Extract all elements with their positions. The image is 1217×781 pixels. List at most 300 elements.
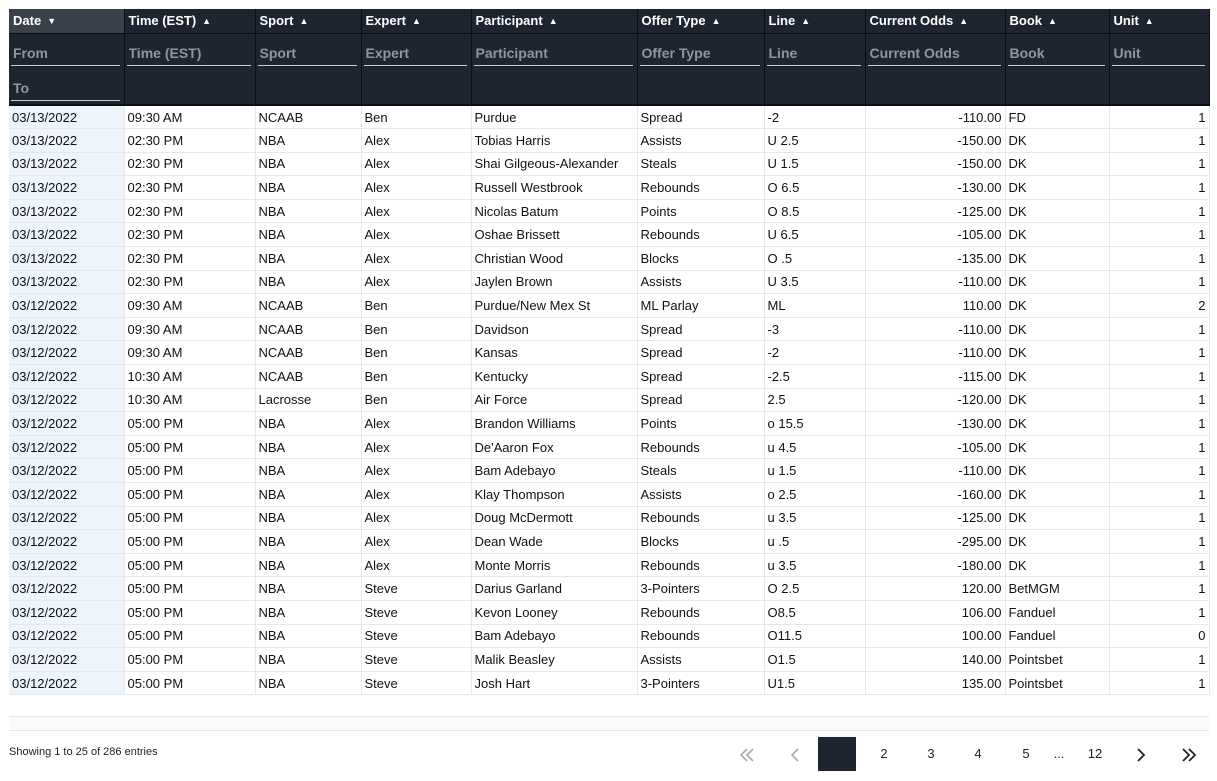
cell-participant: Brandon Williams	[471, 412, 637, 436]
cell-time: 05:00 PM	[124, 412, 255, 436]
table-row[interactable]	[9, 388, 1209, 412]
cell-line: U1.5	[764, 671, 865, 695]
cell-current-odds: -160.00	[865, 483, 1005, 507]
cell-expert: Alex	[361, 152, 471, 176]
cell-participant: Doug McDermott	[471, 506, 637, 530]
cell-unit: 1	[1109, 270, 1209, 294]
table-row[interactable]	[9, 294, 1209, 318]
table-row[interactable]	[9, 365, 1209, 389]
table-row[interactable]	[9, 435, 1209, 459]
cell-book: DK	[1005, 435, 1109, 459]
cell-time: 02:30 PM	[124, 247, 255, 271]
cell-unit: 1	[1109, 388, 1209, 412]
horizontal-scrollbar[interactable]	[9, 716, 1209, 731]
chevron-right-icon	[1136, 748, 1146, 762]
cell-participant: Kevon Looney	[471, 600, 637, 624]
cell-sport: NBA	[255, 247, 361, 271]
cell-date: 03/13/2022	[9, 247, 124, 271]
cell-sport: NBA	[255, 624, 361, 648]
cell-book: DK	[1005, 317, 1109, 341]
cell-date: 03/12/2022	[9, 671, 124, 695]
cell-current-odds: -115.00	[865, 365, 1005, 389]
page-button-2[interactable]: 2	[880, 746, 888, 761]
cell-line: O11.5	[764, 624, 865, 648]
cell-offer-type: Rebounds	[637, 624, 764, 648]
cell-time: 05:00 PM	[124, 506, 255, 530]
cell-participant: Bam Adebayo	[471, 459, 637, 483]
cell-current-odds: 110.00	[865, 294, 1005, 318]
cell-unit: 1	[1109, 412, 1209, 436]
filter-cell-participant	[471, 33, 637, 105]
cell-sport: NBA	[255, 483, 361, 507]
next-page-button[interactable]	[1124, 737, 1158, 771]
filter-cell-date	[9, 33, 124, 105]
cell-sport: NBA	[255, 671, 361, 695]
table-row[interactable]	[9, 317, 1209, 341]
cell-expert: Alex	[361, 553, 471, 577]
cell-current-odds: 106.00	[865, 600, 1005, 624]
cell-current-odds: -135.00	[865, 247, 1005, 271]
cell-offer-type: Rebounds	[637, 223, 764, 247]
line-filter-input[interactable]	[767, 36, 861, 66]
cell-unit: 1	[1109, 671, 1209, 695]
cell-book: DK	[1005, 270, 1109, 294]
column-header-sport[interactable]	[255, 9, 361, 33]
cell-time: 05:00 PM	[124, 435, 255, 459]
filter-row	[9, 33, 1209, 105]
cell-offer-type: Spread	[637, 317, 764, 341]
cell-participant: Tobias Harris	[471, 129, 637, 153]
cell-current-odds: -150.00	[865, 152, 1005, 176]
column-header-label: Book	[1009, 13, 1042, 29]
table-row[interactable]	[9, 553, 1209, 577]
cell-expert: Ben	[361, 294, 471, 318]
cell-expert: Alex	[361, 435, 471, 459]
cell-offer-type: Points	[637, 199, 764, 223]
table-row[interactable]	[9, 247, 1209, 271]
cell-expert: Ben	[361, 105, 471, 129]
sort-asc-icon: ▲	[801, 16, 811, 27]
cell-book: Fanduel	[1005, 600, 1109, 624]
cell-book: DK	[1005, 294, 1109, 318]
cell-sport: NBA	[255, 577, 361, 601]
cell-offer-type: 3-Pointers	[637, 577, 764, 601]
cell-sport: NCAAB	[255, 365, 361, 389]
table-row[interactable]	[9, 270, 1209, 294]
cell-date: 03/12/2022	[9, 412, 124, 436]
cell-date: 03/12/2022	[9, 648, 124, 672]
cell-participant: Shai Gilgeous-Alexander	[471, 152, 637, 176]
cell-offer-type: ML Parlay	[637, 294, 764, 318]
cell-current-odds: -120.00	[865, 388, 1005, 412]
cell-unit: 1	[1109, 483, 1209, 507]
cell-line: -2	[764, 341, 865, 365]
cell-unit: 1	[1109, 530, 1209, 554]
cell-date: 03/13/2022	[9, 199, 124, 223]
cell-sport: NCAAB	[255, 317, 361, 341]
cell-offer-type: Spread	[637, 365, 764, 389]
entries-info: Showing 1 to 25 of 286 entries	[9, 746, 158, 758]
table-row[interactable]	[9, 483, 1209, 507]
cell-expert: Steve	[361, 577, 471, 601]
cell-line: O1.5	[764, 648, 865, 672]
cell-offer-type: Spread	[637, 105, 764, 129]
expert-filter-input[interactable]	[364, 36, 467, 66]
column-header-current-odds[interactable]	[865, 9, 1005, 33]
cell-offer-type: Steals	[637, 152, 764, 176]
cell-participant: Purdue	[471, 105, 637, 129]
cell-offer-type: Assists	[637, 129, 764, 153]
cell-unit: 1	[1109, 152, 1209, 176]
cell-time: 09:30 AM	[124, 317, 255, 341]
cell-sport: NBA	[255, 435, 361, 459]
cell-time: 02:30 PM	[124, 129, 255, 153]
cell-line: o 15.5	[764, 412, 865, 436]
cell-participant: Davidson	[471, 317, 637, 341]
cell-time: 02:30 PM	[124, 176, 255, 200]
cell-participant: De'Aaron Fox	[471, 435, 637, 459]
table-row[interactable]	[9, 459, 1209, 483]
cell-time: 05:00 PM	[124, 648, 255, 672]
sport-filter-input[interactable]	[258, 36, 357, 66]
cell-sport: NBA	[255, 129, 361, 153]
cell-sport: Lacrosse	[255, 388, 361, 412]
cell-book: DK	[1005, 530, 1109, 554]
cell-participant: Air Force	[471, 388, 637, 412]
cell-date: 03/12/2022	[9, 530, 124, 554]
cell-current-odds: 120.00	[865, 577, 1005, 601]
cell-line: u 3.5	[764, 506, 865, 530]
cell-participant: Kansas	[471, 341, 637, 365]
cell-offer-type: Rebounds	[637, 176, 764, 200]
cell-participant: Darius Garland	[471, 577, 637, 601]
cell-offer-type: Spread	[637, 388, 764, 412]
table-row[interactable]	[9, 199, 1209, 223]
unit-filter-input[interactable]	[1112, 36, 1205, 66]
page-button-4[interactable]: 4	[974, 746, 982, 761]
cell-book: DK	[1005, 365, 1109, 389]
cell-current-odds: -125.00	[865, 506, 1005, 530]
header-row	[9, 9, 1209, 33]
cell-time: 05:00 PM	[124, 459, 255, 483]
cell-participant: Christian Wood	[471, 247, 637, 271]
sort-asc-icon: ▲	[299, 16, 309, 27]
cell-line: U 2.5	[764, 129, 865, 153]
cell-offer-type: Assists	[637, 648, 764, 672]
column-header-time[interactable]	[124, 9, 255, 33]
column-header-label: Participant	[475, 13, 543, 29]
cell-date: 03/12/2022	[9, 365, 124, 389]
cell-date: 03/12/2022	[9, 341, 124, 365]
column-header-label: Offer Type	[641, 13, 706, 29]
column-header-label: Sport	[259, 13, 294, 29]
cell-unit: 1	[1109, 553, 1209, 577]
cell-sport: NBA	[255, 176, 361, 200]
cell-sport: NBA	[255, 530, 361, 554]
double-chevron-right-icon	[1181, 748, 1197, 762]
date-from-filter-input[interactable]	[11, 36, 120, 66]
cell-offer-type: Assists	[637, 270, 764, 294]
cell-line: -2	[764, 105, 865, 129]
cell-time: 05:00 PM	[124, 600, 255, 624]
time-filter-input[interactable]	[127, 36, 251, 66]
bets-table	[9, 9, 1210, 695]
cell-sport: NBA	[255, 553, 361, 577]
offer-type-filter-input[interactable]	[640, 36, 760, 66]
cell-book: Fanduel	[1005, 624, 1109, 648]
cell-unit: 1	[1109, 199, 1209, 223]
column-header-participant[interactable]	[471, 9, 637, 33]
first-page-button[interactable]	[730, 737, 764, 771]
cell-line: o 2.5	[764, 483, 865, 507]
table-row[interactable]	[9, 176, 1209, 200]
cell-unit: 1	[1109, 247, 1209, 271]
filter-cell-line	[764, 33, 865, 105]
table-row[interactable]	[9, 152, 1209, 176]
column-header-label: Date	[13, 13, 42, 29]
cell-sport: NBA	[255, 270, 361, 294]
cell-expert: Alex	[361, 223, 471, 247]
sort-desc-icon: ▼	[47, 16, 57, 27]
cell-book: DK	[1005, 412, 1109, 436]
cell-offer-type: Assists	[637, 483, 764, 507]
cell-book: DK	[1005, 152, 1109, 176]
cell-line: -3	[764, 317, 865, 341]
cell-unit: 1	[1109, 600, 1209, 624]
participant-filter-input[interactable]	[474, 36, 633, 66]
cell-sport: NCAAB	[255, 105, 361, 129]
cell-book: DK	[1005, 506, 1109, 530]
cell-sport: NCAAB	[255, 341, 361, 365]
cell-unit: 1	[1109, 129, 1209, 153]
cell-expert: Alex	[361, 459, 471, 483]
table-row[interactable]	[9, 600, 1209, 624]
cell-participant: Oshae Brissett	[471, 223, 637, 247]
last-page-button[interactable]	[1172, 737, 1206, 771]
page-button-3[interactable]: 3	[927, 746, 935, 761]
table-row[interactable]	[9, 341, 1209, 365]
filter-cell-unit	[1109, 33, 1209, 105]
cell-sport: NBA	[255, 506, 361, 530]
cell-current-odds: 100.00	[865, 624, 1005, 648]
cell-unit: 0	[1109, 624, 1209, 648]
page-button-1[interactable]: 1	[818, 737, 856, 771]
cell-participant: Nicolas Batum	[471, 199, 637, 223]
cell-book: DK	[1005, 483, 1109, 507]
sort-asc-icon: ▲	[959, 16, 969, 27]
cell-current-odds: -105.00	[865, 435, 1005, 459]
cell-date: 03/13/2022	[9, 129, 124, 153]
table-row[interactable]	[9, 530, 1209, 554]
cell-book: Pointsbet	[1005, 648, 1109, 672]
table-body	[9, 105, 1209, 695]
cell-expert: Alex	[361, 412, 471, 436]
cell-offer-type: Rebounds	[637, 600, 764, 624]
cell-time: 05:00 PM	[124, 483, 255, 507]
cell-expert: Alex	[361, 129, 471, 153]
cell-date: 03/12/2022	[9, 506, 124, 530]
cell-offer-type: Rebounds	[637, 553, 764, 577]
cell-time: 09:30 AM	[124, 105, 255, 129]
cell-time: 09:30 AM	[124, 341, 255, 365]
cell-offer-type: Blocks	[637, 247, 764, 271]
cell-current-odds: 140.00	[865, 648, 1005, 672]
cell-unit: 1	[1109, 105, 1209, 129]
cell-expert: Ben	[361, 388, 471, 412]
cell-offer-type: Rebounds	[637, 435, 764, 459]
cell-current-odds: -110.00	[865, 341, 1005, 365]
filter-cell-sport	[255, 33, 361, 105]
cell-expert: Alex	[361, 530, 471, 554]
filter-cell-book	[1005, 33, 1109, 105]
cell-time: 10:30 AM	[124, 365, 255, 389]
table-row[interactable]	[9, 129, 1209, 153]
cell-unit: 1	[1109, 648, 1209, 672]
column-header-label: Line	[768, 13, 796, 29]
cell-participant: Malik Beasley	[471, 648, 637, 672]
cell-time: 02:30 PM	[124, 270, 255, 294]
table-row[interactable]	[9, 648, 1209, 672]
cell-date: 03/12/2022	[9, 553, 124, 577]
cell-current-odds: -110.00	[865, 270, 1005, 294]
sort-asc-icon: ▲	[548, 16, 558, 27]
cell-date: 03/12/2022	[9, 483, 124, 507]
cell-sport: NCAAB	[255, 294, 361, 318]
cell-date: 03/12/2022	[9, 459, 124, 483]
cell-participant: Klay Thompson	[471, 483, 637, 507]
filter-cell-offer-type	[637, 33, 764, 105]
table-row[interactable]	[9, 671, 1209, 695]
cell-participant: Jaylen Brown	[471, 270, 637, 294]
page-button-5[interactable]: 5	[1022, 746, 1030, 761]
cell-sport: NBA	[255, 412, 361, 436]
cell-current-odds: -110.00	[865, 317, 1005, 341]
column-header-label: Time (EST)	[128, 13, 197, 29]
page-button-12[interactable]: 12	[1087, 746, 1103, 761]
current-odds-filter-input[interactable]	[868, 36, 1001, 66]
cell-time: 05:00 PM	[124, 530, 255, 554]
cell-expert: Alex	[361, 270, 471, 294]
cell-unit: 1	[1109, 317, 1209, 341]
table-row[interactable]	[9, 412, 1209, 436]
cell-line: ML	[764, 294, 865, 318]
column-header-label: Unit	[1113, 13, 1139, 29]
column-header-label: Current Odds	[869, 13, 954, 29]
cell-unit: 1	[1109, 365, 1209, 389]
cell-line: 2.5	[764, 388, 865, 412]
cell-participant: Bam Adebayo	[471, 624, 637, 648]
cell-line: u 3.5	[764, 553, 865, 577]
cell-unit: 1	[1109, 176, 1209, 200]
cell-offer-type: Steals	[637, 459, 764, 483]
cell-date: 03/12/2022	[9, 624, 124, 648]
cell-line: u 1.5	[764, 459, 865, 483]
cell-book: DK	[1005, 247, 1109, 271]
cell-time: 02:30 PM	[124, 223, 255, 247]
cell-expert: Ben	[361, 341, 471, 365]
cell-line: U 1.5	[764, 152, 865, 176]
date-to-filter-input[interactable]	[11, 71, 120, 101]
cell-current-odds: -130.00	[865, 412, 1005, 436]
cell-date: 03/12/2022	[9, 600, 124, 624]
cell-time: 05:00 PM	[124, 577, 255, 601]
cell-book: DK	[1005, 553, 1109, 577]
cell-time: 09:30 AM	[124, 294, 255, 318]
table-row[interactable]	[9, 506, 1209, 530]
column-header-date[interactable]	[9, 9, 124, 33]
cell-time: 02:30 PM	[124, 199, 255, 223]
previous-page-button[interactable]	[778, 737, 812, 771]
cell-time: 05:00 PM	[124, 671, 255, 695]
table-row[interactable]	[9, 223, 1209, 247]
cell-line: -2.5	[764, 365, 865, 389]
cell-date: 03/12/2022	[9, 577, 124, 601]
cell-book: DK	[1005, 129, 1109, 153]
cell-current-odds: -110.00	[865, 105, 1005, 129]
cell-line: O .5	[764, 247, 865, 271]
table-row[interactable]	[9, 624, 1209, 648]
cell-time: 02:30 PM	[124, 152, 255, 176]
cell-current-odds: -105.00	[865, 223, 1005, 247]
cell-book: DK	[1005, 459, 1109, 483]
table-row[interactable]	[9, 105, 1209, 129]
sort-asc-icon: ▲	[1144, 16, 1154, 27]
cell-unit: 1	[1109, 435, 1209, 459]
cell-current-odds: 135.00	[865, 671, 1005, 695]
cell-current-odds: -295.00	[865, 530, 1005, 554]
cell-participant: Russell Westbrook	[471, 176, 637, 200]
column-header-unit[interactable]	[1109, 9, 1209, 33]
cell-expert: Alex	[361, 483, 471, 507]
cell-date: 03/12/2022	[9, 435, 124, 459]
column-header-expert[interactable]	[361, 9, 471, 33]
cell-expert: Steve	[361, 671, 471, 695]
cell-date: 03/13/2022	[9, 105, 124, 129]
cell-sport: NBA	[255, 600, 361, 624]
column-header-line[interactable]	[764, 9, 865, 33]
cell-current-odds: -180.00	[865, 553, 1005, 577]
cell-date: 03/13/2022	[9, 152, 124, 176]
cell-expert: Alex	[361, 506, 471, 530]
cell-line: u .5	[764, 530, 865, 554]
book-filter-input[interactable]	[1008, 36, 1105, 66]
cell-expert: Ben	[361, 365, 471, 389]
sort-asc-icon: ▲	[202, 16, 212, 27]
cell-book: Pointsbet	[1005, 671, 1109, 695]
cell-time: 05:00 PM	[124, 553, 255, 577]
cell-expert: Steve	[361, 648, 471, 672]
cell-book: DK	[1005, 199, 1109, 223]
filter-cell-expert	[361, 33, 471, 105]
column-header-book[interactable]	[1005, 9, 1109, 33]
sort-asc-icon: ▲	[411, 16, 421, 27]
cell-time: 05:00 PM	[124, 624, 255, 648]
column-header-offer-type[interactable]	[637, 9, 764, 33]
cell-book: BetMGM	[1005, 577, 1109, 601]
cell-offer-type: Blocks	[637, 530, 764, 554]
cell-offer-type: Points	[637, 412, 764, 436]
cell-date: 03/12/2022	[9, 388, 124, 412]
cell-expert: Alex	[361, 176, 471, 200]
cell-book: FD	[1005, 105, 1109, 129]
table-row[interactable]	[9, 577, 1209, 601]
cell-current-odds: -130.00	[865, 176, 1005, 200]
cell-book: DK	[1005, 176, 1109, 200]
cell-unit: 1	[1109, 506, 1209, 530]
cell-offer-type: Spread	[637, 341, 764, 365]
cell-date: 03/13/2022	[9, 223, 124, 247]
cell-expert: Steve	[361, 600, 471, 624]
